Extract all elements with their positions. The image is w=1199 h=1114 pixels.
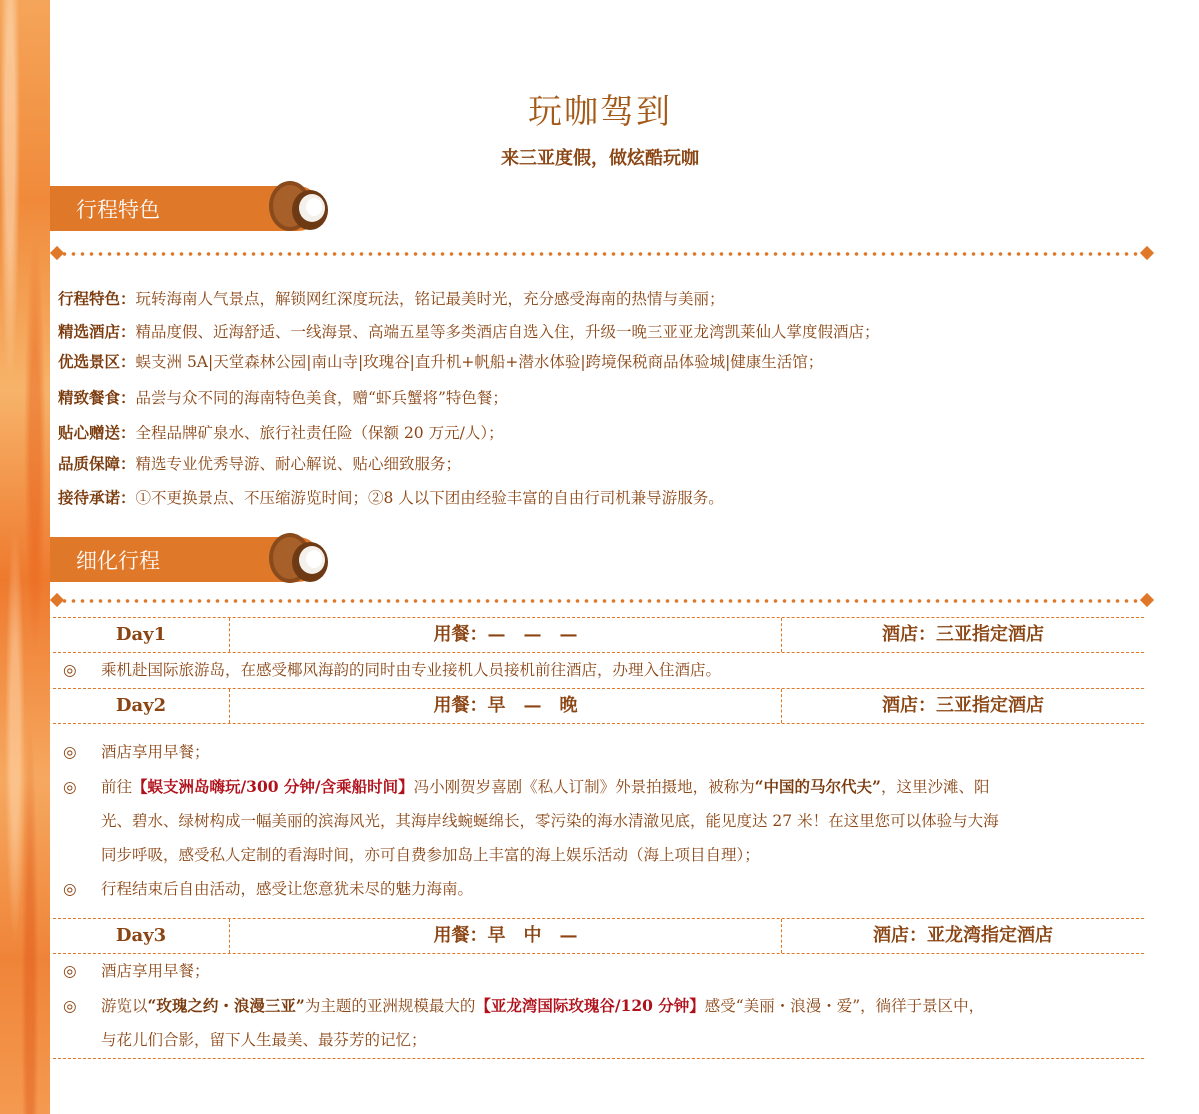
decorative-side-strip [0,0,50,1114]
feature-line: 接待承诺：①不更换景点、不压缩游览时间；②8 人以下团由经验丰富的自由行司机兼导游服务。 [58,488,724,507]
feature-line: 品质保障：精选专业优秀导游、耐心解说、贴心细致服务； [58,454,462,473]
bullet-icon: ◎ [63,778,77,796]
bullet-icon: ◎ [63,743,77,761]
feature-line: 贴心赠送：全程品牌矿泉水、旅行社责任险（保额 20 万元/人）； [58,423,504,442]
coconut-icon [268,530,328,586]
dotted-divider [52,247,1152,261]
day-header-row [53,918,1144,954]
feature-line: 优选景区：蜈支洲 5A|天堂森林公园|南山寺|玫瑰谷|直升机+帆船+潜水体验|跨境保税商品体验城|健康生活馆； [58,352,824,371]
day-header-row [53,688,1144,724]
coconut-icon [268,178,328,234]
day-label: Day3 [53,919,230,953]
bullet-icon: ◎ [63,661,77,679]
bullet-icon: ◎ [63,962,77,980]
section-title: 细化行程 [76,549,160,573]
feature-line: 精选酒店：精品度假、近海舒适、一线海景、高端五星等多类酒店自选入住，升级一晚三亚亚龙湾凯莱仙人掌度假酒店； [58,322,880,341]
list-item: ◎ 前往【蜈支洲岛嗨玩/300 分钟/含乘船时间】冯小刚贺岁喜剧《私人订制》外景拍摄地，被称为“中国的马尔代夫”，这里沙滩、阳 光、碧水、绿树构成一幅美丽的滨海风光，其海岸线蜿蜒绵长，零污染的海水清澈见底，能见度达 27 米！在这里您可以体验与大海 同步呼吸，感受私人定制的看海时间，亦可自费参加岛上丰富的海上娱乐活动（海上项目自理）； [63,770,1143,872]
dotted-divider [52,594,1152,608]
section-title: 行程特色 [76,198,160,222]
day-meals: 用餐：早 中 — [230,919,782,953]
day-label: Day1 [53,618,230,652]
table-bottom-border [53,1058,1144,1059]
day-label: Day2 [53,689,230,723]
day-hotel: 酒店：亚龙湾指定酒店 [873,925,1053,946]
day-meals: 用餐：早 — 晚 [230,689,782,723]
day-meals: 用餐：— — — [230,618,782,652]
bullet-icon: ◎ [63,880,77,898]
page-subtitle: 来三亚度假，做炫酷玩咖 [501,148,699,169]
list-item: ◎ 游览以“玫瑰之约・浪漫三亚”为主题的亚洲规模最大的【亚龙湾国际玫瑰谷/120 分钟】感受“美丽・浪漫・爱”，徜徉于景区中， 与花儿们合影，留下人生最美、最芬芳的记忆； [63,989,1143,1057]
feature-line: 行程特色：玩转海南人气景点，解锁网红深度玩法，铭记最美时光，充分感受海南的热情与美丽； [58,289,725,308]
day-hotel: 酒店：三亚指定酒店 [882,695,1044,716]
day-header-row [53,617,1144,653]
page-title: 玩咖驾到 [528,92,672,132]
day-hotel: 酒店：三亚指定酒店 [882,624,1044,645]
feature-line: 精致餐食：品尝与众不同的海南特色美食，赠“虾兵蟹将”特色餐； [58,388,508,407]
itinerary-table: Day1 用餐：— — — 酒店：三亚指定酒店 ◎ 乘机赴国际旅游岛，在感受椰风海韵的同时由专业接机人员接机前往酒店，办理入住酒店。 Day2 用餐：早 — 晚 酒店：三亚指定酒店 ◎ 酒店享用早餐； ◎ 前往【蜈支洲岛嗨玩/300 分钟/含乘船时间】冯小刚贺岁喜剧《私人订制》外景拍摄地，被称为“中国的马尔代夫”，这里沙滩、阳 光、碧水、绿树构成一幅美丽的滨海风光，其海岸线蜿蜒绵长，零污染的海水清澈见底，能见度达 27 米！在这里您可以体验与大海 同步呼吸，感受私人定制的看海时间，亦可自费参加岛上丰富的海上娱乐活动（海上项目自理）； ◎ 行程结束后自由活动，感受让您意犹未尽的魅力海南。 Day3 用餐：早 中 — 酒店：亚龙湾指定酒店 ◎ 酒店享用早餐； ◎ 游览以“玫瑰之约・浪漫三亚”为主题的亚洲规模最大的【亚龙湾国际玫瑰谷/120 分钟】感受“美丽・浪漫・爱”，徜徉于景区中， 与花儿们合影，留下人生最美、最芬芳的记忆； [53,617,1144,1062]
bullet-icon: ◎ [63,997,77,1015]
